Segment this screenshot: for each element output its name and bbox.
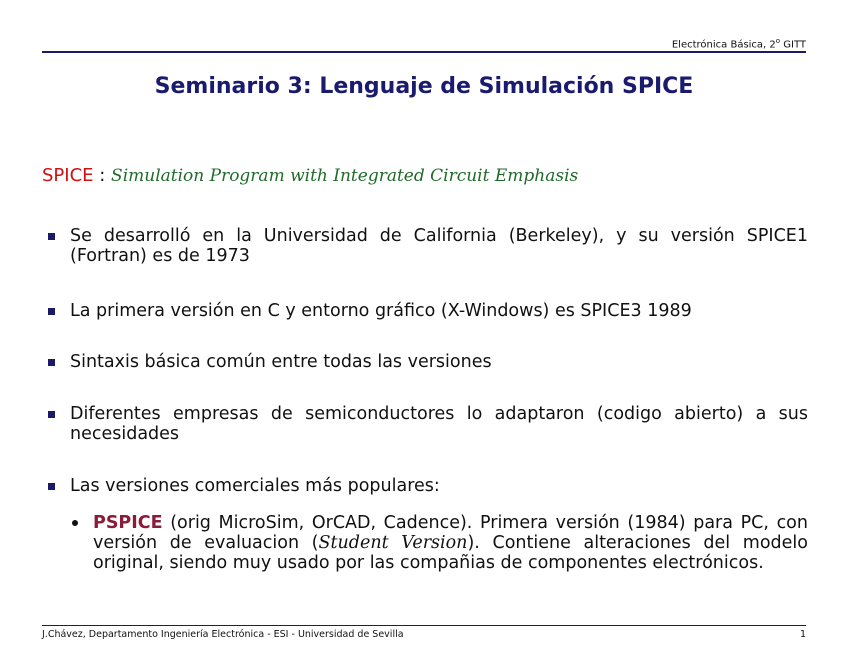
definition-term: SPICE bbox=[42, 165, 94, 186]
definition-separator: : bbox=[93, 165, 112, 186]
spice-definition bbox=[42, 165, 578, 186]
subbullet-text-before: (orig MicroSim, OrCAD, Cadence). Primera versión (1984) para PC, con versión de evaluacion ( bbox=[93, 513, 808, 553]
bullet-item bbox=[48, 476, 808, 496]
bullet-square-icon bbox=[48, 483, 55, 490]
bullet-text: Sintaxis básica común entre todas las versiones bbox=[70, 352, 492, 372]
bullet-item bbox=[48, 352, 808, 372]
slide-title: Seminario 3: Lenguaje de Simulación SPICE bbox=[154, 74, 694, 99]
bullet-square-icon bbox=[48, 359, 55, 366]
header-rule bbox=[42, 51, 806, 53]
pspice-name: PSPICE bbox=[93, 513, 163, 533]
header-course-main: Electrónica Básica, 2 bbox=[671, 39, 776, 51]
bullet-text: Las versiones comerciales más populares: bbox=[70, 476, 440, 496]
bullet-square-icon bbox=[48, 308, 55, 315]
footer-rule bbox=[42, 625, 806, 626]
bullet-item bbox=[48, 404, 808, 444]
header-course-sup: o bbox=[775, 37, 781, 45]
definition-expansion: Simulation Program with Integrated Circuit Emphasis bbox=[111, 166, 579, 186]
header-course bbox=[672, 37, 806, 50]
bullet-item bbox=[48, 226, 808, 266]
subbullet-text-after: ). Contiene alteraciones del modelo original, siendo muy usado por las compañias de componentes electrónicos. bbox=[93, 533, 808, 573]
page-number: 1 bbox=[799, 629, 806, 640]
bullet-text: Diferentes empresas de semiconductores lo adaptaron (codigo abierto) a sus necesidades bbox=[70, 404, 808, 444]
bullet-text: La primera versión en C y entorno gráfico (X-Windows) es SPICE3 1989 bbox=[70, 301, 692, 321]
bullet-text: Se desarrolló en la Universidad de California (Berkeley), y su versión SPICE1 (Fortran) es de 1973 bbox=[70, 226, 808, 266]
bullet-square-icon bbox=[48, 411, 55, 418]
footer-author: J.Chávez, Departamento Ingeniería Electrónica - ESI - Universidad de Sevilla bbox=[42, 629, 404, 640]
bullet-square-icon bbox=[48, 233, 55, 240]
subbullet-text bbox=[93, 513, 808, 573]
bullet-dot-icon bbox=[72, 520, 78, 526]
student-version-text: Student Version bbox=[318, 533, 468, 553]
bullet-item bbox=[48, 301, 808, 321]
header-course-end: GITT bbox=[780, 39, 806, 51]
subbullet-item bbox=[72, 513, 808, 573]
